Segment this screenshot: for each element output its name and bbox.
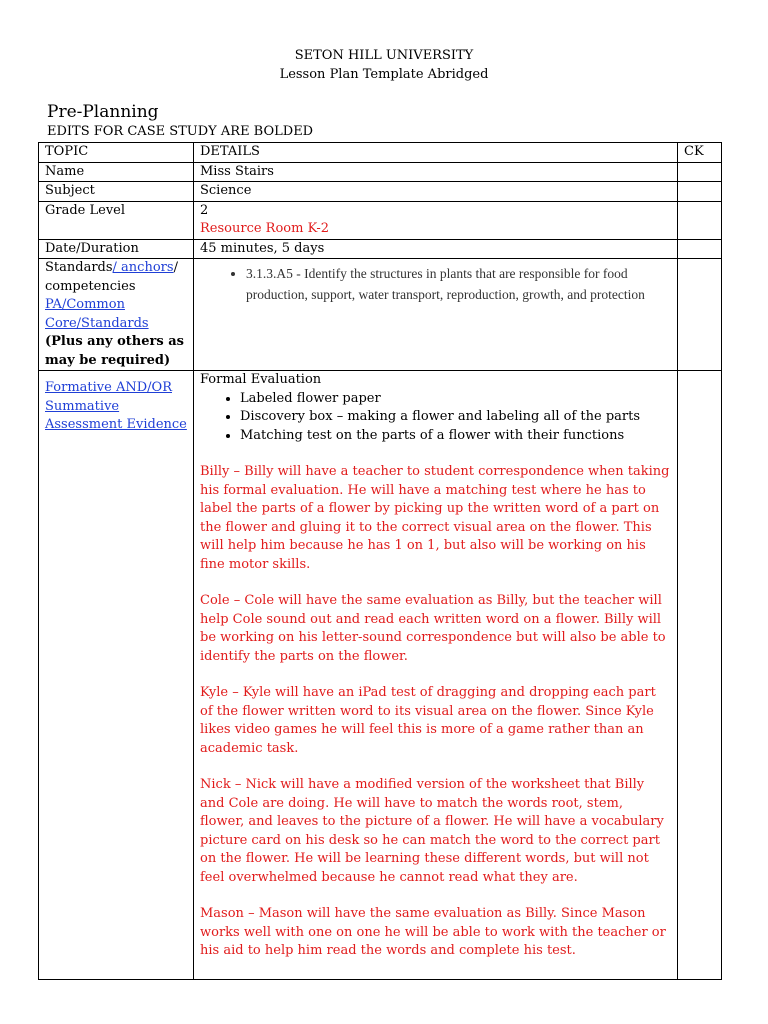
ck-cell: [678, 239, 722, 259]
ck-cell: [678, 162, 722, 182]
ck-cell: [678, 371, 722, 980]
table-row: [39, 162, 722, 182]
table-row: [39, 259, 722, 371]
grade-label: Grade Level: [39, 201, 194, 239]
ck-cell: [678, 201, 722, 239]
nick-paragraph: Nick – Nick will have a modified version of the worksheet that Billy and Cole are doing. He will have to match the words root, stem, flower, and leaves to the picture of a flower. He will have a vocabulary picture card on his desk so he can match the word to the correct part on the flower. He will be learning these different words, but will not feel overwhelmed because he cannot read what they are.: [200, 777, 664, 885]
competencies-text: competencies: [45, 278, 136, 294]
assessment-label: [39, 371, 194, 980]
name-value: Miss Stairs: [194, 162, 678, 182]
core-standards-link[interactable]: Core/Standards: [45, 315, 149, 331]
pa-common-link[interactable]: PA/Common: [45, 297, 125, 312]
template-subheading: Lesson Plan Template Abridged: [279, 67, 489, 82]
university-heading: SETON HILL UNIVERSITY: [294, 48, 474, 63]
section-title: Pre-Planning: [47, 102, 159, 122]
header-details: DETAILS: [194, 143, 678, 163]
formative-link[interactable]: Formative AND/OR: [45, 380, 172, 395]
name-label: Name: [39, 162, 194, 182]
slash-text: /: [173, 260, 178, 275]
subject-value: Science: [194, 182, 678, 202]
list-item: • Discovery box – making a flower and labeling all of the parts: [240, 408, 671, 427]
standards-label: [39, 259, 194, 371]
resource-room: Resource Room K-2: [200, 221, 330, 236]
summative-link[interactable]: Summative: [45, 398, 120, 414]
lesson-plan-table: [38, 142, 722, 980]
assessment-value: [194, 371, 678, 980]
duration-label: Date/Duration: [39, 239, 194, 259]
ck-cell: [678, 259, 722, 371]
plus-note: (Plus any others as may be required): [45, 334, 184, 368]
billy-paragraph: Billy – Billy will have a teacher to student correspondence when taking his formal evaluation. He will have a matching test where he has to label the parts of a flower by picking up the written word of a part on the flower and gluing it to the correct visual area on the flower. This will help him because he has 1 on 1, but also will be working on his fine motor skills.: [200, 464, 670, 572]
header-ck: CK: [678, 143, 722, 163]
mason-paragraph: Mason – Mason will have the same evaluation as Billy. Since Mason works well with one on one he will be able to work with the teacher or his aid to help him read the words and complete his test.: [200, 906, 666, 958]
grade-number: 2: [200, 202, 209, 218]
standards-value: [194, 259, 678, 371]
subject-label: Subject: [39, 182, 194, 202]
assessment-evidence-link[interactable]: Assessment Evidence: [45, 417, 187, 432]
evaluation-list: [200, 390, 671, 446]
duration-value: 45 minutes, 5 days: [194, 239, 678, 259]
standards-list: [200, 263, 671, 305]
table-row: [39, 182, 722, 202]
anchors-link[interactable]: / anchors: [112, 260, 174, 275]
header-topic: TOPIC: [39, 143, 194, 163]
standards-text: Standards: [45, 260, 113, 275]
table-row: [39, 371, 722, 980]
list-item: • 3.1.3.A5 - Identify the structures in plants that are responsible for food production, support, water transport, reproduction, growth, and protection: [246, 263, 671, 305]
ck-cell: [678, 182, 722, 202]
list-item: • Matching test on the parts of a flower with their functions: [240, 427, 671, 446]
edits-note: EDITS FOR CASE STUDY ARE BOLDED: [47, 124, 314, 139]
grade-value: [194, 201, 678, 239]
table-row: [39, 239, 722, 259]
kyle-paragraph: Kyle – Kyle will have an iPad test of dragging and dropping each part of the flower written word to its visual area on the flower. Since Kyle likes video games he will feel this is more of a game rather than an academic task.: [200, 685, 656, 756]
list-item: • Labeled flower paper: [240, 390, 671, 409]
cole-paragraph: Cole – Cole will have the same evaluation as Billy, but the teacher will help Cole sound out and read each written word on a flower. Billy will be working on his letter-sound correspondence but will also be able to identify the parts on the flower.: [200, 593, 666, 664]
table-row: [39, 201, 722, 239]
formal-evaluation-heading: Formal Evaluation: [200, 372, 322, 387]
table-header-row: [39, 143, 722, 163]
